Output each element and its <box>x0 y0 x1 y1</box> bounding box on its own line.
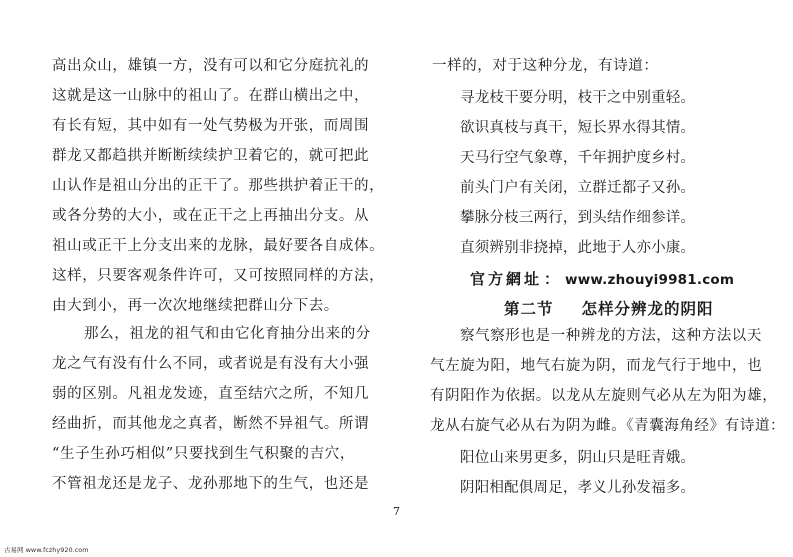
text-line: 有长有短，其中如有一处气势极为开张，而周围 <box>52 118 370 134</box>
section-number: 第二节 <box>504 299 554 318</box>
text-line: 不管祖龙还是龙子、龙孙那地下的生气，也还是 <box>52 476 370 492</box>
section-heading: 怎样分辨龙的阴阳 <box>581 299 714 318</box>
poem-line: 寻龙枝干要分明，枝干之中别重轻。 <box>460 90 696 106</box>
website-separator: ： <box>544 270 560 288</box>
text-line: 弱的区别。凡祖龙发迹，直至结穴之所，不知几 <box>52 386 370 402</box>
text-line: “生子生孙巧相似”只要找到生气积聚的吉穴， <box>52 446 355 462</box>
poem-line: 天马行空气象尊，千年拥护度乡村。 <box>460 150 696 166</box>
poem-line: 阴阳相配俱周足，孝义儿孙发福多。 <box>460 480 696 496</box>
poem-line: 直须辨别非挠掉，此地于人亦小康。 <box>460 240 696 256</box>
poem-line: 欲识真枝与真干，短长界水得其情。 <box>460 120 696 136</box>
text-line: 经曲折，而其他龙之真者，断然不异祖气。所谓 <box>52 416 370 432</box>
text-line: 气左旋为阳，地气右旋为阴，而龙气行于地中，也 <box>430 358 763 374</box>
text-line: 这就是这一山脉中的祖山了。在群山横出之中， <box>52 88 370 104</box>
page-number: 7 <box>393 505 400 518</box>
text-line: 一样的，对于这种分龙，有诗道： <box>432 58 659 74</box>
website-label: 官方網址 <box>470 270 543 288</box>
poem-line: 攀脉分枝三两行，到头结作细参详。 <box>460 210 696 226</box>
footer-watermark: 古易网 www.fczhy920.com <box>4 546 89 554</box>
website-watermark <box>470 268 734 289</box>
text-line: 群龙又都趋拱并断断续续护卫着它的，就可把此 <box>52 148 370 164</box>
poem-line: 阳位山来男更多，阴山只是旺青娥。 <box>460 450 696 466</box>
text-line: 或各分势的大小，或在正干之上再抽出分支。从 <box>52 208 370 224</box>
text-line: 祖山或正干上分支出来的龙脉，最好要各自成体。 <box>52 238 385 254</box>
section-title <box>504 297 714 319</box>
text-line: 由大到小，再一次次地继续把群山分下去。 <box>52 298 339 314</box>
text-line: 有阴阳作为依据。以龙从左旋则气必从左为阳为雄， <box>430 388 778 404</box>
text-line: 龙从右旋气必从右为阴为雌。《青囊海角经》有诗道： <box>430 418 786 434</box>
poem-line: 前头门户有关闭，立群迁都子又孙。 <box>460 180 696 196</box>
text-line: 高出众山，雄镇一方，没有可以和它分庭抗礼的 <box>52 58 370 74</box>
text-line: 龙之气有没有什么不同，或者说是有没有大小强 <box>52 356 370 372</box>
text-line: 这样，只要客观条件许可，又可按照同样的方法， <box>52 268 385 284</box>
text-line: 那么，祖龙的祖气和由它化育抽分出来的分 <box>84 326 371 342</box>
text-line: 山认作是祖山分出的正干了。那些拱护着正干的， <box>52 178 385 194</box>
website-url: www.zhouyi9981.com <box>565 272 735 288</box>
text-line: 察气察形也是一种辨龙的方法，这种方法以天 <box>460 328 762 344</box>
